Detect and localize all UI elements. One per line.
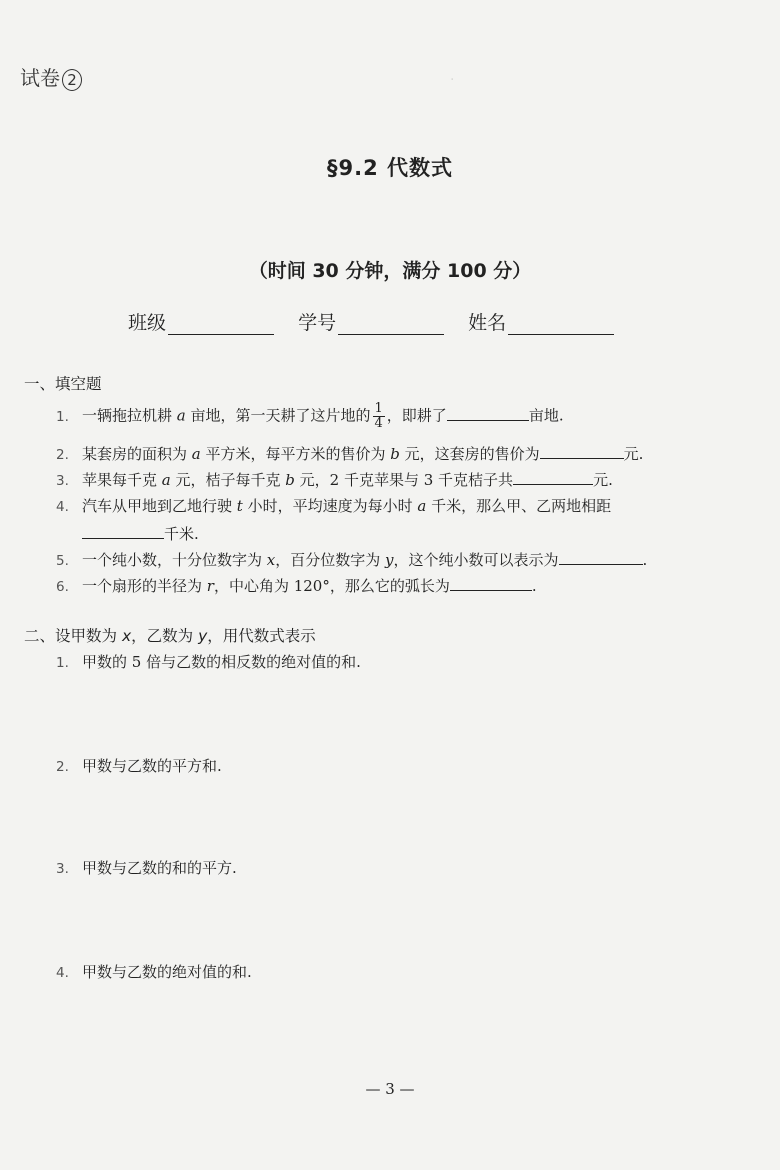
section2-heading: [24, 624, 316, 646]
name-blank[interactable]: [508, 314, 614, 335]
question-text: ，中心角为 120°，那么它的弧长为: [213, 577, 450, 595]
question-1-6: [56, 574, 537, 597]
question-text: ，百分位数字为: [275, 551, 386, 569]
question-text: 某套房的面积为: [82, 445, 192, 463]
variable: y: [198, 627, 208, 645]
question-text: 千米.: [164, 525, 199, 543]
student-info: [128, 308, 632, 335]
question-2-2: [56, 756, 222, 777]
question-text: 甲数的 5 倍与乙数的相反数的绝对值的和.: [82, 653, 361, 671]
question-text: 一个扇形的半径为: [82, 577, 207, 595]
test-paper-tag: [20, 62, 82, 91]
name-label: 姓名: [468, 312, 507, 334]
question-number: 1.: [56, 408, 69, 425]
question-number: 3.: [56, 861, 69, 877]
page-title: §9.2 代数式: [326, 156, 453, 180]
variable: a: [176, 406, 186, 425]
answer-blank[interactable]: [540, 442, 624, 459]
question-text: 甲数与乙数的绝对值的和.: [82, 963, 252, 981]
question-text: 亩地，第一天耕了这片地的: [185, 406, 371, 425]
question-number: 3.: [56, 473, 69, 489]
variable: a: [161, 471, 171, 489]
variable: a: [417, 497, 427, 515]
answer-blank[interactable]: [82, 522, 164, 539]
tag-number: 2: [62, 69, 82, 91]
question-1-5: [56, 548, 647, 571]
question-text: .: [642, 551, 648, 569]
question-text: 亩地.: [528, 406, 564, 425]
page-subtitle: （时间 30 分钟，满分 100 分）: [248, 260, 532, 282]
name-field[interactable]: [468, 308, 614, 335]
variable: b: [285, 471, 295, 489]
student-id-label: 学号: [298, 312, 337, 334]
heading-text: ，乙数为: [131, 627, 199, 645]
question-number: 2.: [56, 447, 69, 463]
variable: a: [191, 445, 201, 463]
question-number: 2.: [56, 759, 69, 775]
variable: r: [206, 577, 214, 595]
question-text: 苹果每千克: [82, 471, 162, 489]
page-number: — 3 —: [365, 1080, 415, 1098]
question-text: 元.: [623, 445, 644, 463]
variable: x: [266, 551, 276, 569]
question-number: 5.: [56, 553, 69, 569]
question-text: 小时，平均速度为每小时: [242, 497, 418, 515]
question-text: ，这个纯小数可以表示为: [393, 551, 559, 569]
heading-text: 二、设甲数为: [24, 627, 122, 645]
student-id-blank[interactable]: [338, 314, 444, 335]
fraction-denominator: 4: [374, 416, 383, 431]
fraction-numerator: 1: [374, 401, 383, 416]
question-number: 4.: [56, 499, 69, 515]
class-blank[interactable]: [168, 314, 274, 335]
question-text: 一个纯小数，十分位数字为: [82, 551, 267, 569]
answer-blank[interactable]: [559, 548, 643, 565]
answer-blank[interactable]: [513, 468, 593, 485]
question-text: 元，2 千克苹果与 3 千克桔子共: [294, 471, 514, 489]
question-2-1: [56, 652, 361, 673]
question-number: 4.: [56, 965, 69, 981]
question-1-4-cont: [82, 522, 199, 544]
variable: y: [385, 551, 394, 569]
question-text: ，即耕了: [386, 406, 447, 425]
question-text: 元，这套房的售价为: [399, 445, 540, 463]
question-text: 平方米，每平方米的售价为: [200, 445, 391, 463]
question-1-1: [56, 402, 564, 431]
question-text: 千米，那么甲、乙两地相距: [426, 497, 612, 515]
question-1-4: [56, 496, 611, 517]
class-field[interactable]: [128, 308, 274, 335]
question-number: 1.: [56, 655, 69, 671]
answer-blank[interactable]: [450, 574, 532, 591]
student-id-field[interactable]: [298, 308, 444, 335]
variable: b: [390, 445, 400, 463]
answer-blank[interactable]: [447, 404, 529, 421]
question-text: 一辆拖拉机耕: [82, 406, 177, 425]
fraction: [373, 402, 385, 431]
question-2-3: [56, 858, 237, 879]
bleed-through-text: .: [450, 68, 455, 84]
question-text: 汽车从甲地到乙地行驶: [82, 497, 237, 515]
heading-text: ，用代数式表示: [207, 627, 316, 645]
question-1-2: [56, 442, 643, 465]
question-text: 元.: [593, 471, 613, 489]
question-text: 甲数与乙数的平方和.: [82, 757, 222, 775]
variable: t: [236, 497, 243, 515]
tag-text: 试卷: [20, 66, 60, 90]
section1-heading: 一、填空题: [24, 375, 102, 393]
question-text: 元，桔子每千克: [170, 471, 286, 489]
question-1-3: [56, 468, 613, 491]
variable: x: [121, 627, 132, 645]
question-text: .: [531, 577, 537, 595]
question-number: 6.: [56, 579, 69, 595]
class-label: 班级: [128, 312, 167, 334]
question-2-4: [56, 962, 252, 983]
question-text: 甲数与乙数的和的平方.: [82, 859, 237, 877]
